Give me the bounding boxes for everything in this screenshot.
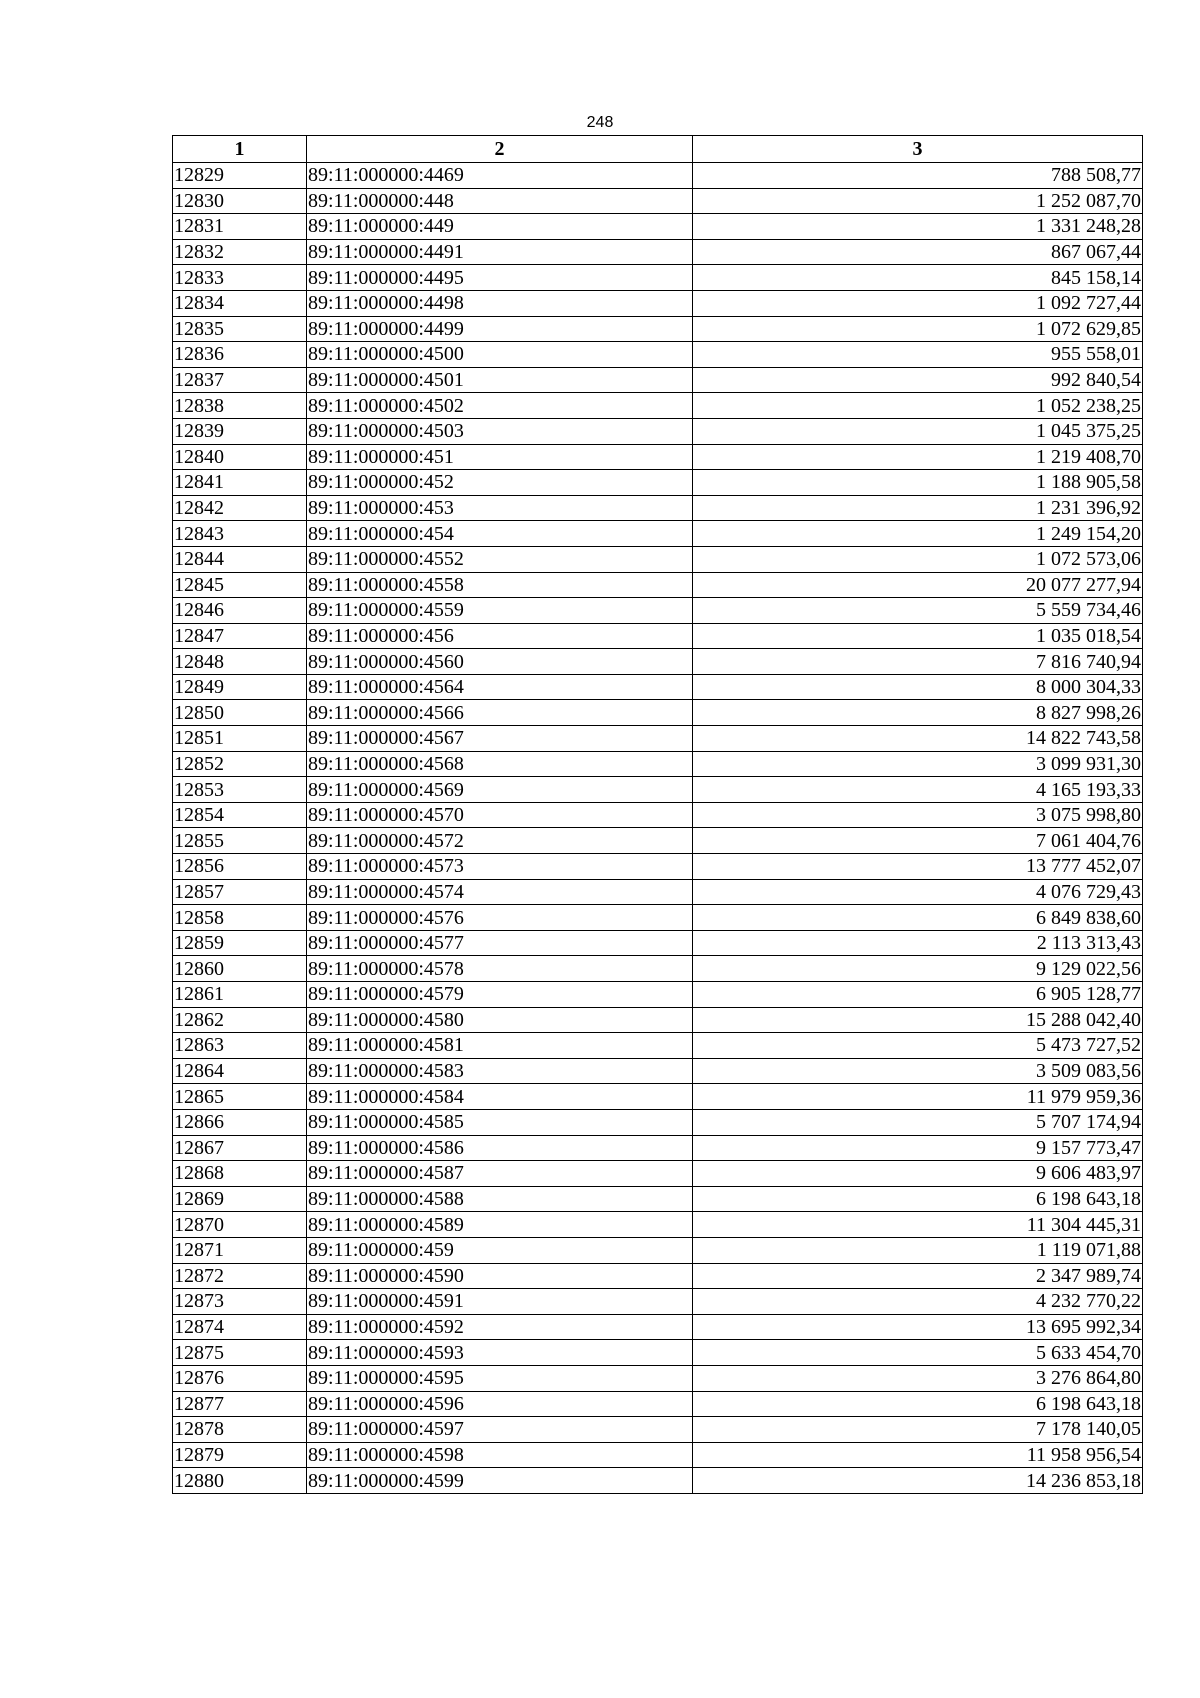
table-row [173, 1263, 1143, 1289]
row-number-cell: 12866 [173, 1109, 307, 1135]
table-row [173, 802, 1143, 828]
row-number-cell: 12849 [173, 674, 307, 700]
row-number-cell: 12848 [173, 649, 307, 675]
value-cell: 4 165 193,33 [693, 777, 1143, 803]
cadastral-number-cell: 89:11:000000:453 [307, 495, 693, 521]
value-cell: 7 816 740,94 [693, 649, 1143, 675]
cadastral-number-cell: 89:11:000000:4574 [307, 879, 693, 905]
column-header-2: 2 [307, 136, 693, 163]
cadastral-number-cell: 89:11:000000:4498 [307, 290, 693, 316]
row-number-cell: 12870 [173, 1212, 307, 1238]
cadastral-number-cell: 89:11:000000:4573 [307, 854, 693, 880]
value-cell: 788 508,77 [693, 163, 1143, 189]
cadastral-number-cell: 89:11:000000:4560 [307, 649, 693, 675]
table-row [173, 1365, 1143, 1391]
table-row [173, 1314, 1143, 1340]
cadastral-number-cell: 89:11:000000:452 [307, 470, 693, 496]
cadastral-number-cell: 89:11:000000:4585 [307, 1109, 693, 1135]
value-cell: 13 777 452,07 [693, 854, 1143, 880]
value-cell: 1 231 396,92 [693, 495, 1143, 521]
row-number-cell: 12833 [173, 265, 307, 291]
row-number-cell: 12832 [173, 239, 307, 265]
table-row [173, 342, 1143, 368]
table-row [173, 1109, 1143, 1135]
page-number: 248 [586, 114, 614, 131]
row-number-cell: 12843 [173, 521, 307, 547]
cadastral-number-cell: 89:11:000000:4584 [307, 1084, 693, 1110]
table-row [173, 393, 1143, 419]
cadastral-number-cell: 89:11:000000:4576 [307, 905, 693, 931]
cadastral-number-cell: 89:11:000000:459 [307, 1237, 693, 1263]
cadastral-number-cell: 89:11:000000:4583 [307, 1058, 693, 1084]
value-cell: 9 606 483,97 [693, 1161, 1143, 1187]
table-header-row [173, 136, 1143, 163]
row-number-cell: 12856 [173, 854, 307, 880]
value-cell: 1 331 248,28 [693, 214, 1143, 240]
cadastral-number-cell: 89:11:000000:449 [307, 214, 693, 240]
cadastral-number-cell: 89:11:000000:4566 [307, 700, 693, 726]
cadastral-number-cell: 89:11:000000:448 [307, 188, 693, 214]
row-number-cell: 12852 [173, 751, 307, 777]
cadastral-number-cell: 89:11:000000:4572 [307, 828, 693, 854]
value-cell: 1 188 905,58 [693, 470, 1143, 496]
table-row [173, 1442, 1143, 1468]
row-number-cell: 12876 [173, 1365, 307, 1391]
value-cell: 6 198 643,18 [693, 1186, 1143, 1212]
cadastral-number-cell: 89:11:000000:4469 [307, 163, 693, 189]
row-number-cell: 12830 [173, 188, 307, 214]
row-number-cell: 12875 [173, 1340, 307, 1366]
table-row [173, 316, 1143, 342]
table-row [173, 700, 1143, 726]
row-number-cell: 12835 [173, 316, 307, 342]
table-row [173, 521, 1143, 547]
row-number-cell: 12836 [173, 342, 307, 368]
row-number-cell: 12871 [173, 1237, 307, 1263]
table-row [173, 1033, 1143, 1059]
table-row [173, 1135, 1143, 1161]
value-cell: 1 035 018,54 [693, 623, 1143, 649]
cadastral-number-cell: 89:11:000000:4593 [307, 1340, 693, 1366]
cadastral-number-cell: 89:11:000000:4502 [307, 393, 693, 419]
row-number-cell: 12865 [173, 1084, 307, 1110]
cadastral-number-cell: 89:11:000000:4559 [307, 598, 693, 624]
table-row [173, 1237, 1143, 1263]
row-number-cell: 12879 [173, 1442, 307, 1468]
value-cell: 6 849 838,60 [693, 905, 1143, 931]
value-cell: 1 119 071,88 [693, 1237, 1143, 1263]
value-cell: 3 509 083,56 [693, 1058, 1143, 1084]
row-number-cell: 12850 [173, 700, 307, 726]
cadastral-number-cell: 89:11:000000:451 [307, 444, 693, 470]
row-number-cell: 12880 [173, 1468, 307, 1494]
row-number-cell: 12829 [173, 163, 307, 189]
row-number-cell: 12857 [173, 879, 307, 905]
table-row [173, 572, 1143, 598]
registry-table [172, 135, 1143, 1494]
table-row [173, 367, 1143, 393]
row-number-cell: 12840 [173, 444, 307, 470]
cadastral-number-cell: 89:11:000000:4501 [307, 367, 693, 393]
row-number-cell: 12872 [173, 1263, 307, 1289]
row-number-cell: 12862 [173, 1007, 307, 1033]
row-number-cell: 12873 [173, 1289, 307, 1315]
row-number-cell: 12846 [173, 598, 307, 624]
column-header-1: 1 [173, 136, 307, 163]
value-cell: 1 249 154,20 [693, 521, 1143, 547]
value-cell: 6 905 128,77 [693, 982, 1143, 1008]
row-number-cell: 12844 [173, 546, 307, 572]
value-cell: 11 304 445,31 [693, 1212, 1143, 1238]
value-cell: 13 695 992,34 [693, 1314, 1143, 1340]
value-cell: 9 157 773,47 [693, 1135, 1143, 1161]
value-cell: 1 252 087,70 [693, 188, 1143, 214]
row-number-cell: 12867 [173, 1135, 307, 1161]
table-row [173, 495, 1143, 521]
value-cell: 8 000 304,33 [693, 674, 1143, 700]
value-cell: 2 113 313,43 [693, 930, 1143, 956]
cadastral-number-cell: 89:11:000000:4581 [307, 1033, 693, 1059]
cadastral-number-cell: 89:11:000000:4579 [307, 982, 693, 1008]
row-number-cell: 12839 [173, 418, 307, 444]
cadastral-number-cell: 89:11:000000:4491 [307, 239, 693, 265]
row-number-cell: 12854 [173, 802, 307, 828]
cadastral-number-cell: 89:11:000000:4500 [307, 342, 693, 368]
table-row [173, 188, 1143, 214]
table-row [173, 239, 1143, 265]
table-row [173, 1468, 1143, 1494]
cadastral-number-cell: 89:11:000000:4592 [307, 1314, 693, 1340]
cadastral-number-cell: 89:11:000000:456 [307, 623, 693, 649]
value-cell: 5 633 454,70 [693, 1340, 1143, 1366]
table-row [173, 444, 1143, 470]
row-number-cell: 12851 [173, 726, 307, 752]
cadastral-number-cell: 89:11:000000:4570 [307, 802, 693, 828]
value-cell: 1 072 629,85 [693, 316, 1143, 342]
value-cell: 1 072 573,06 [693, 546, 1143, 572]
value-cell: 20 077 277,94 [693, 572, 1143, 598]
cadastral-number-cell: 89:11:000000:4578 [307, 956, 693, 982]
row-number-cell: 12863 [173, 1033, 307, 1059]
table-row [173, 956, 1143, 982]
table-row [173, 1212, 1143, 1238]
table-row [173, 1058, 1143, 1084]
cadastral-number-cell: 89:11:000000:4577 [307, 930, 693, 956]
value-cell: 3 075 998,80 [693, 802, 1143, 828]
cadastral-number-cell: 89:11:000000:454 [307, 521, 693, 547]
cadastral-number-cell: 89:11:000000:4587 [307, 1161, 693, 1187]
value-cell: 3 276 864,80 [693, 1365, 1143, 1391]
row-number-cell: 12859 [173, 930, 307, 956]
column-header-3: 3 [693, 136, 1143, 163]
value-cell: 845 158,14 [693, 265, 1143, 291]
value-cell: 11 979 959,36 [693, 1084, 1143, 1110]
cadastral-number-cell: 89:11:000000:4499 [307, 316, 693, 342]
value-cell: 4 076 729,43 [693, 879, 1143, 905]
table-row [173, 1391, 1143, 1417]
row-number-cell: 12864 [173, 1058, 307, 1084]
cadastral-number-cell: 89:11:000000:4567 [307, 726, 693, 752]
table-row [173, 1161, 1143, 1187]
table-row [173, 930, 1143, 956]
cadastral-number-cell: 89:11:000000:4569 [307, 777, 693, 803]
value-cell: 1 045 375,25 [693, 418, 1143, 444]
cadastral-number-cell: 89:11:000000:4495 [307, 265, 693, 291]
table-row [173, 598, 1143, 624]
row-number-cell: 12878 [173, 1417, 307, 1443]
table-row [173, 854, 1143, 880]
value-cell: 6 198 643,18 [693, 1391, 1143, 1417]
table-row [173, 1084, 1143, 1110]
table-row [173, 649, 1143, 675]
value-cell: 992 840,54 [693, 367, 1143, 393]
table-row [173, 726, 1143, 752]
row-number-cell: 12858 [173, 905, 307, 931]
value-cell: 4 232 770,22 [693, 1289, 1143, 1315]
cadastral-number-cell: 89:11:000000:4595 [307, 1365, 693, 1391]
value-cell: 5 559 734,46 [693, 598, 1143, 624]
table-row [173, 1289, 1143, 1315]
table-row [173, 1417, 1143, 1443]
table-row [173, 1186, 1143, 1212]
row-number-cell: 12841 [173, 470, 307, 496]
table-row [173, 982, 1143, 1008]
value-cell: 8 827 998,26 [693, 700, 1143, 726]
table-row [173, 546, 1143, 572]
table-row [173, 751, 1143, 777]
value-cell: 5 473 727,52 [693, 1033, 1143, 1059]
value-cell: 14 822 743,58 [693, 726, 1143, 752]
row-number-cell: 12838 [173, 393, 307, 419]
value-cell: 3 099 931,30 [693, 751, 1143, 777]
cadastral-number-cell: 89:11:000000:4597 [307, 1417, 693, 1443]
value-cell: 2 347 989,74 [693, 1263, 1143, 1289]
row-number-cell: 12869 [173, 1186, 307, 1212]
row-number-cell: 12834 [173, 290, 307, 316]
value-cell: 1 092 727,44 [693, 290, 1143, 316]
row-number-cell: 12860 [173, 956, 307, 982]
cadastral-number-cell: 89:11:000000:4564 [307, 674, 693, 700]
value-cell: 5 707 174,94 [693, 1109, 1143, 1135]
cadastral-number-cell: 89:11:000000:4590 [307, 1263, 693, 1289]
row-number-cell: 12861 [173, 982, 307, 1008]
value-cell: 15 288 042,40 [693, 1007, 1143, 1033]
table-row [173, 290, 1143, 316]
table-row [173, 470, 1143, 496]
cadastral-number-cell: 89:11:000000:4568 [307, 751, 693, 777]
cadastral-number-cell: 89:11:000000:4596 [307, 1391, 693, 1417]
table-row [173, 905, 1143, 931]
table-row [173, 777, 1143, 803]
value-cell: 14 236 853,18 [693, 1468, 1143, 1494]
table-row [173, 828, 1143, 854]
table-row [173, 214, 1143, 240]
cadastral-number-cell: 89:11:000000:4580 [307, 1007, 693, 1033]
cadastral-number-cell: 89:11:000000:4598 [307, 1442, 693, 1468]
cadastral-number-cell: 89:11:000000:4558 [307, 572, 693, 598]
row-number-cell: 12853 [173, 777, 307, 803]
table-row [173, 265, 1143, 291]
value-cell: 11 958 956,54 [693, 1442, 1143, 1468]
cadastral-number-cell: 89:11:000000:4588 [307, 1186, 693, 1212]
cadastral-number-cell: 89:11:000000:4589 [307, 1212, 693, 1238]
value-cell: 7 178 140,05 [693, 1417, 1143, 1443]
row-number-cell: 12868 [173, 1161, 307, 1187]
value-cell: 1 219 408,70 [693, 444, 1143, 470]
row-number-cell: 12847 [173, 623, 307, 649]
value-cell: 9 129 022,56 [693, 956, 1143, 982]
value-cell: 867 067,44 [693, 239, 1143, 265]
cadastral-number-cell: 89:11:000000:4599 [307, 1468, 693, 1494]
row-number-cell: 12877 [173, 1391, 307, 1417]
cadastral-number-cell: 89:11:000000:4591 [307, 1289, 693, 1315]
value-cell: 7 061 404,76 [693, 828, 1143, 854]
value-cell: 1 052 238,25 [693, 393, 1143, 419]
table-body [173, 163, 1143, 1494]
cadastral-number-cell: 89:11:000000:4552 [307, 546, 693, 572]
table-row [173, 879, 1143, 905]
row-number-cell: 12855 [173, 828, 307, 854]
table-row [173, 163, 1143, 189]
cadastral-number-cell: 89:11:000000:4586 [307, 1135, 693, 1161]
row-number-cell: 12845 [173, 572, 307, 598]
cadastral-number-cell: 89:11:000000:4503 [307, 418, 693, 444]
table-row [173, 674, 1143, 700]
value-cell: 955 558,01 [693, 342, 1143, 368]
table-row [173, 623, 1143, 649]
table-row [173, 1340, 1143, 1366]
row-number-cell: 12874 [173, 1314, 307, 1340]
table-row [173, 418, 1143, 444]
row-number-cell: 12831 [173, 214, 307, 240]
table-row [173, 1007, 1143, 1033]
row-number-cell: 12837 [173, 367, 307, 393]
row-number-cell: 12842 [173, 495, 307, 521]
